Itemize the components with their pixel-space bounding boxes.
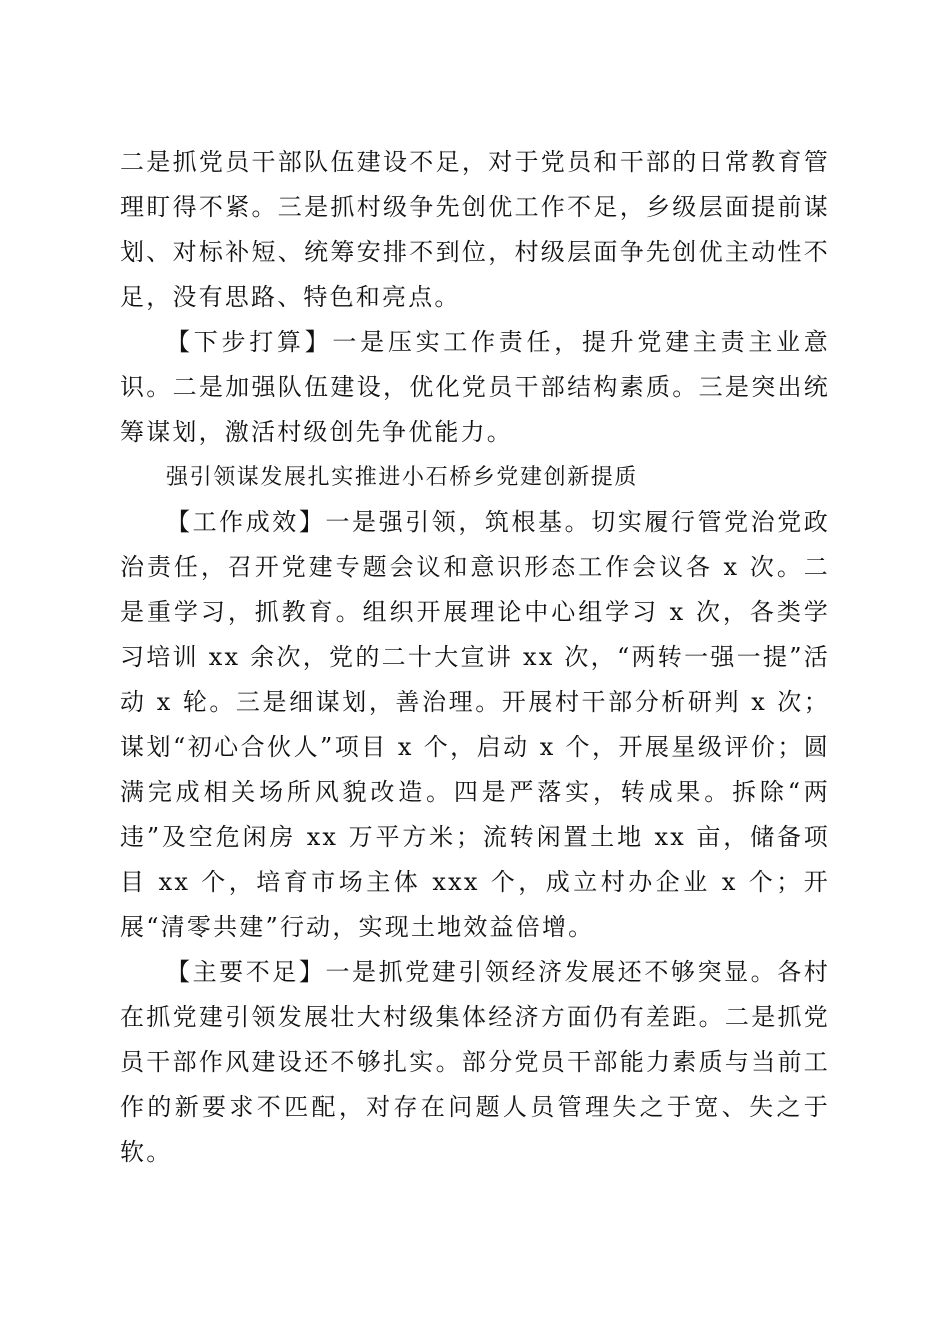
document-body [120, 140, 830, 1175]
paragraph-main-shortcomings: 【主要不足】一是抓党建引领经济发展还不够突显。各村在抓党建引领发展壮大村级集体经济方面仍有差距。二是抓党员干部作风建设还不够扎实。部分党员干部能力素质与当前工作的新要求不匹配，对存在问题人员管理失之于宽、失之于软。 [120, 958, 830, 1166]
section-heading: 强引领谋发展扎实推进小石桥乡党建创新提质 [166, 465, 639, 490]
paragraph-next-steps: 【下步打算】一是压实工作责任，提升党建主责主业意识。二是加强队伍建设，优化党员干部结构素质。三是突出统筹谋划，激活村级创先争优能力。 [120, 328, 830, 446]
paragraph-work-results: 【工作成效】一是强引领，筑根基。切实履行管党治党政治责任，召开党建专题会议和意识形态工作会议各 x 次。二是重学习，抓教育。组织开展理论中心组学习 x 次，各类学习培训 xx 余次，党的二十大宣讲 xx 次，“两转一强一提”活动 x 轮。三是细谋划，善治理。开展村干部分析研判 x 次；谋划“初心合伙人”项目 x 个，启动 x 个，开展星级评价；圆满完成相关场所风貌改造。四是严落实，转成果。拆除“两违”及空危闲房 xx 万平方米；流转闲置土地 xx 亩，储备项目 xx 个，培育市场主体 xxx 个，成立村办企业 x 个；开展“清零共建”行动，实现土地效益倍增。 [120, 508, 830, 941]
paragraph-shortcomings-continued: 二是抓党员干部队伍建设不足，对于党员和干部的日常教育管理盯得不紧。三是抓村级争先创优工作不足，乡级层面提前谋划、对标补短、统筹安排不到位，村级层面争先创优主动性不足，没有思路、特色和亮点。 [120, 148, 830, 311]
